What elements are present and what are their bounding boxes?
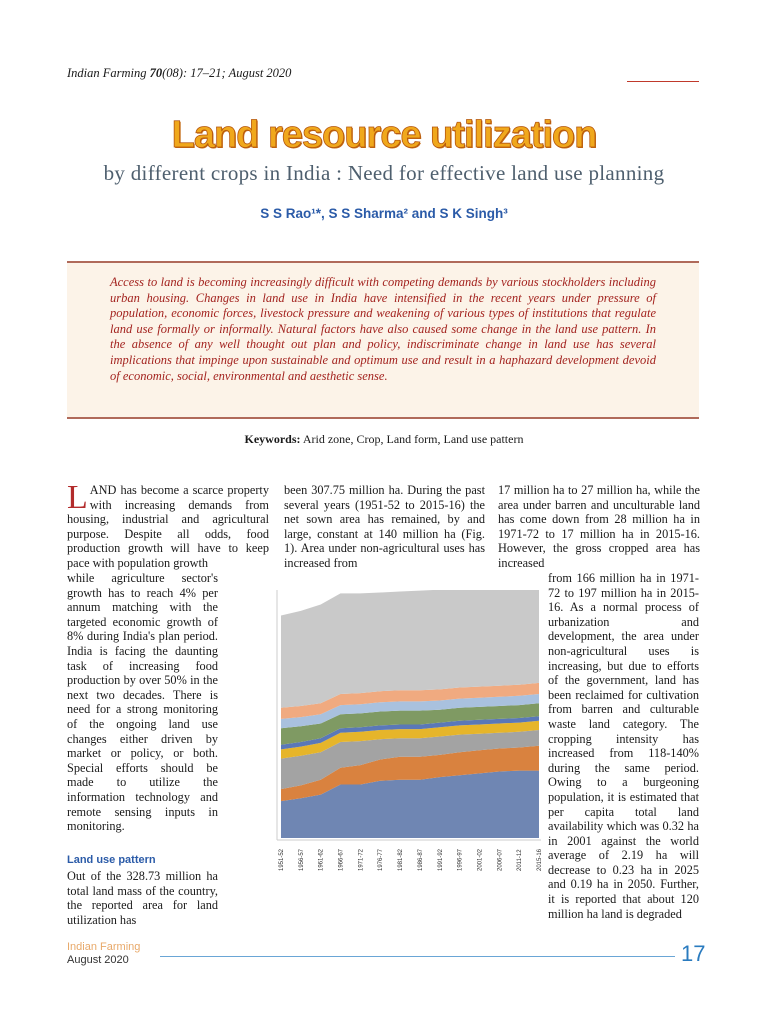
column-2: been 307.75 million ha. During the past several years (1951-52 to 2015-16) the net sown area has remained, by and large, constant at 140 million ha (Fig. 1). Area under non-agricultural uses has increased from (284, 483, 485, 570)
column-1-top (67, 479, 269, 571)
x-tick-label: 1961-62 (318, 848, 325, 871)
footer-journal: Indian Farming (67, 941, 141, 953)
x-tick-label: 2015-16 (537, 848, 543, 871)
x-tick-label: 1991-92 (437, 848, 444, 871)
section-heading: Land use pattern (67, 854, 156, 866)
x-tick-label: 2011-12 (517, 849, 524, 871)
keywords (0, 432, 768, 447)
x-tick-label: 1981-82 (398, 848, 405, 871)
issue-pages: (08): 17–21; August 2020 (162, 66, 292, 80)
page-number: 17 (681, 941, 706, 966)
footer-rule (160, 956, 675, 957)
x-tick-label: 1976-77 (378, 848, 385, 871)
x-tick-label: 1951-52 (279, 848, 285, 871)
x-tick-label: 1956-57 (298, 848, 305, 871)
keywords-list: Arid zone, Crop, Land form, Land use pattern (302, 432, 524, 446)
keywords-label: Keywords: (244, 432, 301, 446)
x-tick-label: 1996-97 (457, 848, 464, 871)
header-rule (627, 81, 699, 82)
chart-x-ticks (279, 848, 543, 871)
column-3-top: 17 million ha to 27 million ha, while the area under barren and unculturable land has come down from 28 million ha in 1971-72 to 17 million ha in 2015-16. However, the gross cropped area has increased (498, 483, 700, 570)
volume: 70 (149, 66, 163, 80)
chart-areas (281, 590, 539, 838)
authors: S S Rao¹*, S S Sharma² and S K Singh³ (260, 206, 508, 221)
land-use-chart (271, 590, 543, 872)
x-tick-label: 1971-72 (358, 848, 365, 871)
footer-date: August 2020 (67, 954, 129, 966)
article-subtitle: by different crops in India : Need for effective land use planning (103, 161, 665, 185)
x-tick-label: 1986-87 (417, 848, 424, 871)
journal-name: Indian Farming (67, 66, 147, 80)
abstract: Access to land is becoming increasingly difficult with competing demands by various stockholders including urban housing. Changes in land use in India have intensified in the recent years under pressure of population, economic forces, livestock pressure and weakening of various types of institutions that regulate land use formally or informally. Natural factors have also caused some change in the land use pattern. In the absence of any well thought out plan and policy, indiscriminate change in land use has several implications that impinge upon sustainable and optimum use and result in a haphazard development devoid of economic, social, environmental and aesthetic sense. (110, 275, 656, 383)
paragraph: AND has become a scarce property with increasing demands from housing, industrial and agricultural purpose. Despite all odds, food production growth will have to keep pace with population growth (67, 483, 269, 570)
x-tick-label: 1966-67 (338, 848, 345, 871)
column-1-middle: while agriculture sector's growth has to reach 4% per annum matching with the targeted economic growth of 8% during India's plan period. India is facing the daunting task of increasing food production by over 50% in the next two decades. There is need for a strong monitoring of the ongoing land use changes either driven by market or policy, or both. Special efforts should be made to utilize the information technology and remote sensing inputs in monitoring. (67, 571, 218, 834)
x-tick-label: 2001-02 (477, 848, 484, 871)
citation (67, 66, 291, 81)
drop-cap: L (67, 479, 88, 516)
x-tick-label: 2006-07 (497, 848, 504, 871)
article-title: Land resource utilization (171, 114, 597, 156)
column-1-bottom: Out of the 328.73 million ha total land mass of the country, the reported area for land utilization has (67, 869, 218, 927)
column-3-bottom: from 166 million ha in 1971-72 to 197 million ha in 2015-16. As a normal process of urbanization and development, the area under non-agricultural uses is increasing, but due to efforts of the government, land has been reclaimed for cultivation from barren and culturable waste land category. The cropping intensity has increased from 118-140% during the same period. Owing to a burgeoning population, it is estimated that per capita total land availability which was 0.32 ha in 2001 against the world average of 2.19 ha will decrease to 0.23 ha in 2025 and 0.19 ha in 2050. Further, it is reported that about 120 million ha land is degraded (548, 571, 699, 921)
